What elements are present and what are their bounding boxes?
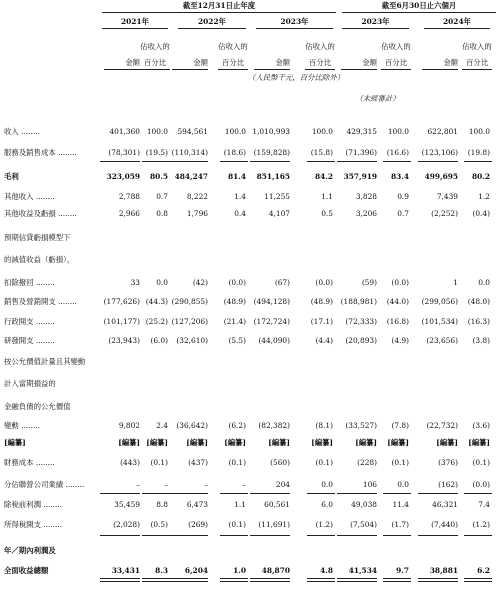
cell-amount: (32,610): [176, 336, 208, 345]
row-label: 預期信貸虧損模型下: [4, 233, 71, 242]
col-header-amount: 金額: [362, 58, 377, 67]
row-label: 毛利: [4, 172, 19, 181]
cell-amount: (7,504): [350, 520, 377, 529]
cell-percent: (4.4): [315, 336, 333, 345]
row-label: 行政開支 ........: [4, 317, 55, 326]
cell-percent: (19.5): [145, 148, 168, 157]
cell-percent: (0.5): [150, 520, 168, 529]
cell-amount: (59): [361, 278, 377, 287]
subtotal-rule: [418, 493, 458, 494]
cell-percent: (0.1): [391, 458, 409, 467]
cell-amount: (36,642): [176, 421, 208, 430]
subtotal-rule: [418, 161, 458, 162]
total-double-rule: [142, 581, 170, 582]
cell-amount: 851,165: [256, 172, 290, 181]
cell-amount: 4,107: [268, 209, 290, 218]
subtotal-rule: [168, 161, 208, 162]
cell-percent: 100.0: [224, 127, 246, 136]
row-label: [編纂]: [4, 438, 26, 447]
total-double-rule: [418, 581, 458, 582]
col-header-amount: 金額: [125, 58, 140, 67]
total-double-rule: [220, 578, 248, 579]
subtotal-rule: [168, 493, 208, 494]
subtotal-rule: [337, 493, 377, 494]
cell-amount: 7,439: [436, 192, 458, 201]
cell-amount: 49,038: [351, 500, 377, 509]
col-header-pct: 百分比: [143, 58, 167, 67]
col-header-pct: 百分比: [308, 58, 332, 67]
cell-percent: 80.2: [471, 172, 490, 181]
cell-amount: (299,056): [421, 297, 458, 306]
year-rule: [342, 28, 409, 29]
subtotal-rule: [100, 161, 140, 162]
cell-amount: (376): [438, 458, 458, 467]
col-rule: [140, 69, 170, 70]
unit-note: （人民幣千元，百分比除外）: [248, 73, 345, 82]
cell-amount: 48,870: [261, 566, 290, 575]
cell-percent: (21.4): [223, 317, 246, 326]
cell-percent: 0.8: [156, 209, 168, 218]
cell-percent: (44.3): [145, 297, 168, 306]
total-double-rule: [168, 578, 208, 579]
cell-percent: 9.7: [396, 566, 409, 575]
cell-percent: 100.0: [311, 127, 333, 136]
cell-percent: 0.0: [478, 278, 490, 287]
subtotal-rule: [142, 161, 170, 162]
subtotal-rule: [142, 535, 170, 536]
subtotal-rule: [307, 161, 335, 162]
cell-percent: (4.9): [391, 336, 409, 345]
cell-amount: 2,966: [118, 209, 140, 218]
row-label: 所得稅開支 ........: [4, 520, 63, 529]
total-double-rule: [168, 581, 208, 582]
subtotal-rule: [383, 535, 411, 536]
total-double-rule: [250, 581, 290, 582]
cell-amount: (437): [188, 458, 208, 467]
cell-amount: [編纂]: [118, 438, 140, 447]
cell-percent: (0.1): [315, 458, 333, 467]
cell-percent: 84.2: [314, 172, 333, 181]
header-group-interim: 截至6月30日止六個月: [381, 1, 457, 10]
cell-amount: 1,796: [186, 209, 208, 218]
total-double-rule: [100, 581, 140, 582]
total-double-rule: [100, 578, 140, 579]
cell-percent: (19.8): [467, 148, 490, 157]
subtotal-rule: [220, 493, 248, 494]
subtotal-rule: [220, 535, 248, 536]
row-label: 全面收益總額: [4, 566, 49, 575]
subtotal-rule: [100, 535, 140, 536]
cell-percent: (0.1): [472, 458, 490, 467]
cell-percent: (44.0): [386, 297, 409, 306]
cell-percent: –: [164, 480, 168, 489]
cell-amount: 41,534: [348, 566, 377, 575]
cell-percent: 0.0: [156, 278, 168, 287]
cell-amount: 46,321: [432, 500, 458, 509]
cell-amount: [編纂]: [355, 438, 377, 447]
total-double-rule: [464, 578, 492, 579]
cell-amount: 2,788: [118, 192, 140, 201]
col-header-pct: 佔收入的: [218, 42, 248, 51]
cell-amount: [編纂]: [436, 438, 458, 447]
cell-percent: (0.0): [472, 480, 490, 489]
row-label: 的減值收益（虧損），: [4, 255, 75, 264]
col-rule: [218, 69, 248, 70]
cell-amount: (172,724): [253, 317, 290, 326]
col-header-pct: 佔收入的: [462, 42, 492, 51]
total-double-rule: [418, 578, 458, 579]
cell-percent: 0.4: [234, 209, 246, 218]
cell-percent: (6.0): [150, 336, 168, 345]
cell-percent: 80.5: [149, 172, 168, 181]
cell-amount: (44,090): [258, 336, 290, 345]
cell-percent: 0.7: [156, 192, 168, 201]
cell-percent: [編纂]: [311, 438, 333, 447]
row-label: 財務成本 ........: [4, 458, 55, 467]
cell-percent: 1.1: [321, 192, 333, 201]
cell-percent: 1.2: [478, 192, 490, 201]
total-double-rule: [307, 578, 335, 579]
cell-amount: (67): [274, 278, 290, 287]
subtotal-rule: [418, 535, 458, 536]
cell-percent: (3.6): [472, 421, 490, 430]
cell-amount: (159,828): [253, 148, 290, 157]
col-rule: [104, 69, 140, 70]
cell-percent: 7.4: [478, 500, 490, 509]
row-label: 銷售及營銷開支 ........: [4, 297, 77, 306]
cell-percent: 1.0: [233, 566, 246, 575]
row-label: 變動 ........: [4, 421, 40, 430]
row-label: 分佔聯營公司業績 ........: [4, 480, 85, 489]
cell-percent: (0.1): [228, 520, 246, 529]
subtotal-rule: [464, 161, 492, 162]
cell-amount: [編纂]: [186, 438, 208, 447]
cell-amount: (82,382): [258, 421, 290, 430]
header-rule: [342, 12, 496, 13]
cell-percent: 4.8: [320, 566, 333, 575]
cell-amount: 622,801: [427, 127, 458, 136]
subtotal-rule: [168, 535, 208, 536]
total-double-rule: [220, 581, 248, 582]
cell-amount: (290,855): [171, 297, 208, 306]
cell-percent: 0.5: [321, 209, 333, 218]
cell-amount: 323,059: [106, 172, 140, 181]
row-label: 按公允價值計量且其變動: [4, 357, 86, 366]
year-rule: [178, 28, 246, 29]
cell-amount: (127,206): [171, 317, 208, 326]
cell-percent: 100.0: [387, 127, 409, 136]
cell-amount: 429,315: [346, 127, 377, 136]
total-double-rule: [383, 581, 411, 582]
cell-amount: (11,691): [258, 520, 290, 529]
cell-amount: (269): [188, 520, 208, 529]
cell-amount: 6,473: [186, 500, 208, 509]
cell-amount: (7,440): [431, 520, 458, 529]
col-header-pct: 百分比: [221, 58, 245, 67]
cell-percent: [編纂]: [224, 438, 246, 447]
row-label: 計入當期損益的: [4, 379, 56, 388]
col-header-pct: 佔收入的: [140, 42, 170, 51]
cell-percent: (6.2): [228, 421, 246, 430]
cell-amount: (23,943): [108, 336, 140, 345]
cell-percent: [編纂]: [387, 438, 409, 447]
col-rule: [254, 69, 290, 70]
cell-amount: 8,222: [186, 192, 208, 201]
row-label: 收入 ........: [4, 127, 40, 136]
cell-amount: (22,732): [426, 421, 458, 430]
cell-amount: 106: [362, 480, 377, 489]
cell-percent: (1.7): [391, 520, 409, 529]
year-header: 2022年: [198, 17, 226, 26]
col-header-amount: 金額: [193, 58, 208, 67]
cell-percent: (16.3): [467, 317, 490, 326]
year-header: 2023年: [361, 17, 390, 26]
row-label: 金融負債的公允價值: [4, 402, 71, 411]
year-header: 2021年: [121, 17, 149, 26]
total-double-rule: [307, 581, 335, 582]
cell-amount: (23,656): [426, 336, 458, 345]
row-label: 扣除撥回 ........: [4, 278, 55, 287]
cell-amount: 6,204: [184, 566, 208, 575]
cell-amount: 1: [453, 278, 458, 287]
subtotal-rule: [250, 161, 290, 162]
subtotal-rule: [100, 493, 140, 494]
cell-amount: (33,527): [345, 421, 377, 430]
subtotal-rule: [464, 493, 492, 494]
cell-amount: 33: [130, 278, 140, 287]
subtotal-rule: [337, 161, 377, 162]
cell-amount: 204: [275, 480, 290, 489]
subtotal-rule: [383, 493, 411, 494]
subtotal-rule: [307, 535, 335, 536]
subtotal-rule: [220, 161, 248, 162]
cell-amount: 33,431: [111, 566, 140, 575]
year-rule: [256, 28, 333, 29]
cell-percent: 2.4: [156, 421, 168, 430]
subtotal-rule: [307, 493, 335, 494]
total-double-rule: [337, 578, 377, 579]
header-rule: [102, 12, 336, 13]
subtotal-rule: [464, 535, 492, 536]
cell-amount: (42): [192, 278, 208, 287]
row-label: 其他收入 ........: [4, 192, 55, 201]
subtotal-rule: [383, 161, 411, 162]
cell-percent: 81.4: [227, 172, 246, 181]
cell-amount: (188,981): [340, 297, 377, 306]
cell-percent: (48.9): [310, 297, 333, 306]
cell-percent: –: [242, 480, 246, 489]
cell-percent: (0.0): [315, 278, 333, 287]
cell-amount: 11,255: [264, 192, 290, 201]
col-rule: [172, 69, 208, 70]
year-header: 2023年: [280, 17, 309, 26]
cell-amount: (101,534): [421, 317, 458, 326]
cell-amount: (162): [438, 480, 458, 489]
cell-percent: (8.1): [315, 421, 333, 430]
header-group-annual: 截至12月31日止年度: [182, 1, 256, 10]
cell-percent: (25.2): [145, 317, 168, 326]
col-rule: [462, 69, 492, 70]
cell-amount: (123,106): [421, 148, 458, 157]
subtotal-rule: [142, 493, 170, 494]
cell-percent: (3.8): [472, 336, 490, 345]
cell-percent: (0.0): [391, 278, 409, 287]
subtotal-rule: [337, 535, 377, 536]
cell-percent: (18.6): [223, 148, 246, 157]
total-double-rule: [337, 581, 377, 582]
col-header-pct: 佔收入的: [381, 42, 411, 51]
cell-percent: 83.4: [390, 172, 409, 181]
cell-amount: (72,333): [345, 317, 377, 326]
cell-amount: (177,626): [103, 297, 140, 306]
cell-percent: (15.8): [310, 148, 333, 157]
col-rule: [422, 69, 458, 70]
cell-amount: (71,396): [345, 148, 377, 157]
cell-amount: 9,802: [118, 421, 140, 430]
cell-percent: (0.1): [228, 458, 246, 467]
cell-amount: 1,010,993: [252, 127, 290, 136]
cell-percent: 1.1: [234, 500, 246, 509]
cell-percent: (17.1): [310, 317, 333, 326]
cell-amount: (2,252): [431, 209, 458, 218]
row-label: 其他收益及虧損 ........: [4, 209, 77, 218]
row-label: 研發開支 ........: [4, 336, 55, 345]
cell-amount: (443): [120, 458, 140, 467]
row-label: 服務及銷售成本 ........: [4, 148, 77, 157]
cell-amount: –: [204, 480, 208, 489]
cell-percent: (7.8): [391, 421, 409, 430]
cell-percent: 6.2: [477, 566, 490, 575]
total-double-rule: [464, 581, 492, 582]
cell-amount: (101,177): [103, 317, 140, 326]
cell-amount: (20,893): [345, 336, 377, 345]
cell-percent: (1.2): [472, 520, 490, 529]
cell-percent: (48.0): [467, 297, 490, 306]
col-header-amount: 金額: [275, 58, 290, 67]
cell-amount: (110,314): [171, 148, 208, 157]
subtotal-rule: [250, 493, 290, 494]
cell-percent: 0.0: [321, 480, 333, 489]
cell-amount: (78,301): [108, 148, 140, 157]
cell-percent: 6.0: [321, 500, 333, 509]
cell-percent: 11.4: [392, 500, 409, 509]
year-rule: [424, 28, 490, 29]
cell-percent: 0.9: [397, 192, 409, 201]
cell-amount: (228): [357, 458, 377, 467]
cell-amount: 3,828: [355, 192, 377, 201]
cell-percent: (48.9): [223, 297, 246, 306]
row-label: 年／期內利潤及: [4, 546, 56, 555]
cell-percent: (0.1): [150, 458, 168, 467]
cell-amount: (2,028): [113, 520, 140, 529]
cell-percent: 0.7: [397, 209, 409, 218]
cell-amount: 60,561: [264, 500, 290, 509]
cell-percent: 8.8: [156, 500, 168, 509]
cell-percent: (16.8): [386, 317, 409, 326]
col-rule: [341, 69, 377, 70]
cell-percent: (0.4): [472, 209, 490, 218]
col-header-amount: 金額: [443, 58, 458, 67]
cell-percent: (0.0): [228, 278, 246, 287]
cell-amount: [編纂]: [268, 438, 290, 447]
year-rule: [102, 28, 168, 29]
cell-amount: –: [136, 480, 140, 489]
cell-percent: 1.4: [234, 192, 246, 201]
cell-amount: 3,206: [355, 209, 377, 218]
subtotal-rule: [250, 535, 290, 536]
cell-percent: (5.5): [228, 336, 246, 345]
cell-percent: [編纂]: [468, 438, 490, 447]
cell-amount: 401,360: [109, 127, 140, 136]
cell-percent: 0.0: [397, 480, 409, 489]
col-header-pct: 佔收入的: [305, 42, 335, 51]
unaudited-note: （未經審計）: [355, 94, 400, 103]
total-double-rule: [250, 578, 290, 579]
col-rule: [381, 69, 411, 70]
cell-percent: 100.0: [146, 127, 168, 136]
cell-amount: 38,881: [429, 566, 458, 575]
total-double-rule: [383, 578, 411, 579]
cell-percent: (1.2): [315, 520, 333, 529]
cell-amount: 484,247: [174, 172, 208, 181]
col-rule: [305, 69, 335, 70]
col-header-pct: 百分比: [465, 58, 489, 67]
cell-percent: [編纂]: [146, 438, 168, 447]
cell-amount: 499,695: [424, 172, 458, 181]
row-label: 除稅前利潤 ........: [4, 500, 63, 509]
cell-percent: 100.0: [468, 127, 490, 136]
cell-percent: 8.3: [155, 566, 168, 575]
total-double-rule: [142, 578, 170, 579]
cell-percent: (16.6): [386, 148, 409, 157]
cell-amount: (494,128): [253, 297, 290, 306]
year-header: 2024年: [443, 17, 471, 26]
col-header-pct: 百分比: [384, 58, 408, 67]
cell-amount: 35,459: [114, 500, 140, 509]
cell-amount: (560): [270, 458, 290, 467]
cell-amount: 357,919: [343, 172, 377, 181]
cell-amount: 594,561: [177, 127, 208, 136]
